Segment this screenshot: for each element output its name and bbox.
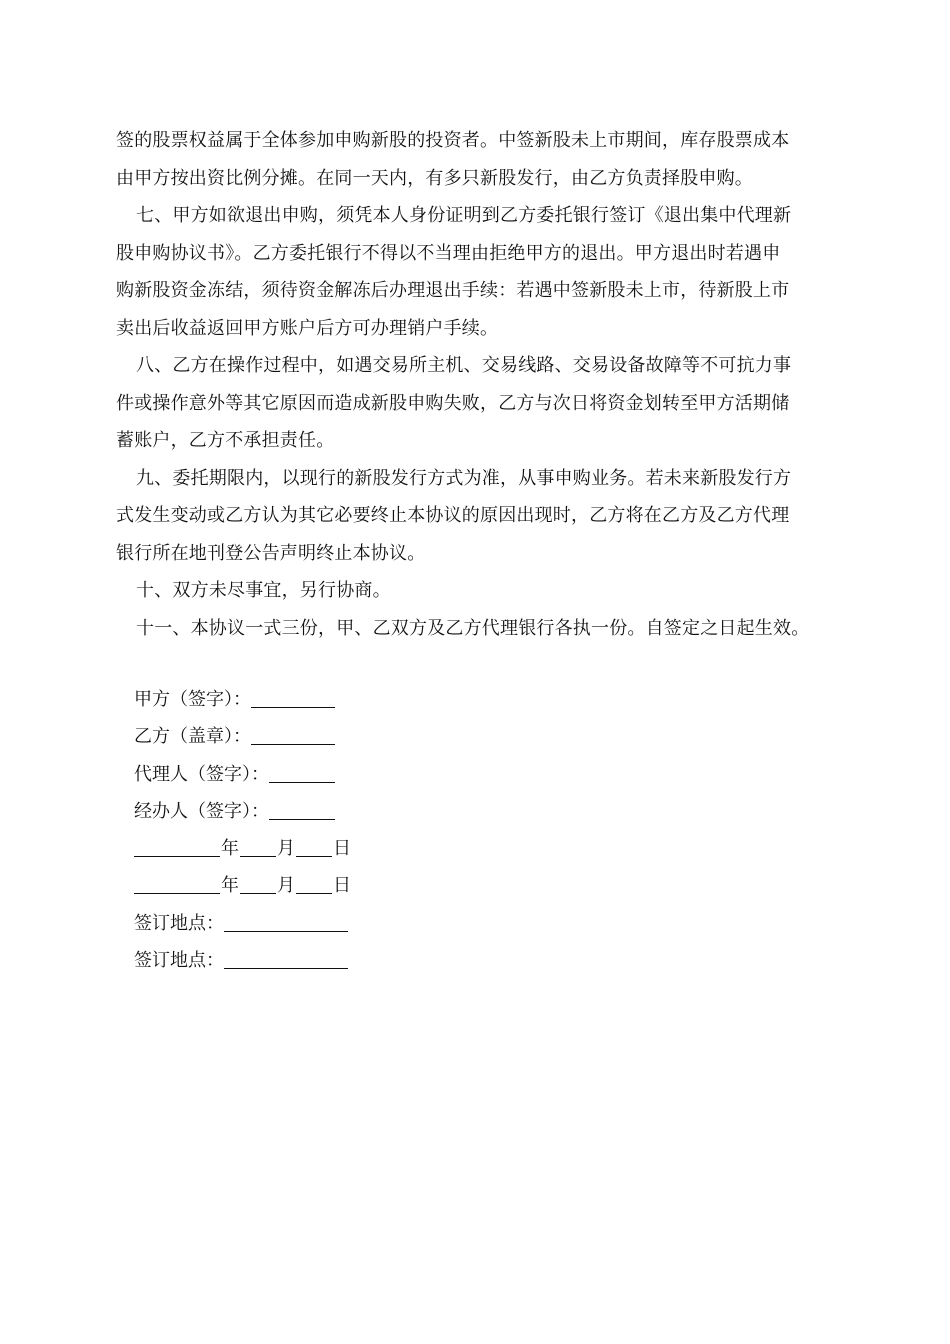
month-label: 月 [277, 875, 295, 897]
text-line: 股申购协议书》。乙方委托银行不得以不当理由拒绝甲方的退出。甲方退出时若遇申 [116, 242, 781, 264]
clause-10 [116, 572, 840, 610]
day-blank[interactable] [296, 836, 332, 857]
place-label: 签订地点： [134, 950, 224, 972]
signature-block [134, 681, 534, 979]
place-label: 签订地点： [134, 912, 224, 934]
text-line: 由甲方按出资比例分摊。在同一天内，有多只新股发行，由乙方负责择股申购。 [116, 167, 753, 189]
clause-11 [116, 610, 840, 648]
party-b-seal-blank[interactable] [251, 724, 335, 745]
clause-9 [116, 460, 840, 573]
text-line: 卖出后收益返回甲方账户后方可办理销户手续。 [116, 317, 499, 339]
year-label: 年 [221, 838, 239, 860]
date-line-2 [134, 867, 534, 904]
day-blank[interactable] [296, 873, 332, 894]
place-blank[interactable] [224, 911, 348, 932]
handler-signature-blank[interactable] [269, 799, 335, 820]
place-line-2 [134, 942, 534, 979]
agreement-body [116, 122, 840, 647]
handler-signature-line [134, 793, 534, 830]
party-b-label: 乙方（盖章）： [134, 726, 251, 748]
year-label: 年 [221, 875, 239, 897]
year-blank[interactable] [134, 873, 220, 894]
clause-8 [116, 347, 840, 460]
text-line: 十、双方未尽事宜，另行协商。 [136, 580, 391, 601]
day-label: 日 [333, 838, 351, 860]
year-blank[interactable] [134, 836, 220, 857]
agent-label: 代理人（签字）： [134, 763, 269, 785]
text-line: 蓄账户，乙方不承担责任。 [116, 430, 335, 451]
text-line: 购新股资金冻结，须待资金解冻后办理退出手续：若遇中签新股未上市，待新股上市 [116, 280, 790, 301]
day-label: 日 [333, 875, 351, 897]
agent-signature-line [134, 756, 534, 793]
party-a-signature-line [134, 681, 534, 718]
text-line: 件或操作意外等其它原因而造成新股申购失败，乙方与次日将资金划转至甲方活期储 [116, 392, 790, 414]
text-line: 七、甲方如欲退出申购，须凭本人身份证明到乙方委托银行签订《退出集中代理新 [136, 205, 792, 226]
clause-7 [116, 197, 840, 347]
text-line: 八、乙方在操作过程中，如遇交易所主机、交易线路、交易设备故障等不可抗力事 [136, 355, 792, 376]
text-line: 式发生变动或乙方认为其它必要终止本协议的原因出现时，乙方将在乙方及乙方代理 [116, 505, 790, 526]
party-a-label: 甲方（签字）： [134, 689, 251, 710]
month-blank[interactable] [240, 873, 276, 894]
party-a-signature-blank[interactable] [251, 687, 335, 708]
paragraph-continued [116, 122, 840, 197]
month-label: 月 [277, 838, 295, 860]
date-line-1 [134, 830, 534, 867]
agent-signature-blank[interactable] [269, 762, 335, 783]
handler-label: 经办人（签字）： [134, 800, 269, 822]
text-line: 签的股票权益属于全体参加申购新股的投资者。中签新股未上市期间，库存股票成本 [116, 130, 790, 151]
place-line-1 [134, 905, 534, 942]
month-blank[interactable] [240, 836, 276, 857]
party-b-seal-line [134, 718, 534, 755]
place-blank[interactable] [224, 948, 348, 969]
text-line: 九、委托期限内，以现行的新股发行方式为准，从事申购业务。若未来新股发行方 [136, 467, 792, 489]
text-line: 十一、本协议一式三份，甲、乙双方及乙方代理银行各执一份。自签定之日起生效。 [136, 617, 810, 639]
text-line: 银行所在地刊登公告声明终止本协议。 [116, 542, 426, 564]
